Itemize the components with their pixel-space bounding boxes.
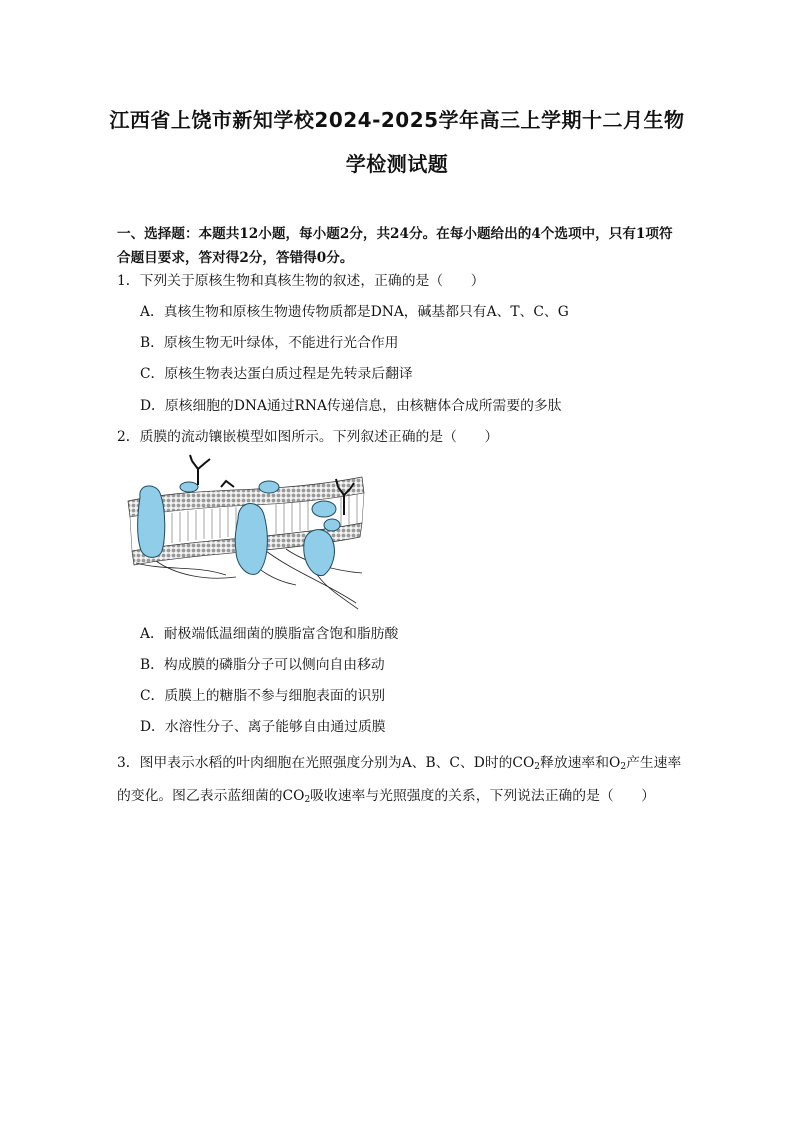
q3-text-3: 产生速率的变化。图乙表示蓝细菌的CO — [117, 755, 682, 804]
page-title-line-2: 学检测试题 — [345, 152, 449, 176]
q3-sub-3: 2 — [304, 795, 311, 805]
question-1-option-c: C．原核生物表达蛋白质过程是先转录后翻译 — [140, 366, 413, 382]
question-2-option-b: B．构成膜的磷脂分子可以侧向自由移动 — [140, 657, 385, 673]
q3-sub-2: 2 — [620, 762, 627, 772]
question-1-option-b: B．原核生物无叶绿体，不能进行光合作用 — [140, 335, 399, 351]
section-heading: 一、选择题：本题共12小题，每小题2分，共24分。在每小题给出的4个选项中，只有1项符合题目要求，答对得2分，答错得0分。 — [117, 226, 673, 266]
question-2-stem: 2．质膜的流动镶嵌模型如图所示。下列叙述正确的是（ ） — [117, 429, 499, 445]
page-title-line-1: 江西省上饶市新知学校2024-2025学年高三上学期十二月生物 — [109, 108, 685, 132]
question-2-option-d: D．水溶性分子、离子能够自由通过质膜 — [140, 719, 386, 735]
question-2-option-c: C．质膜上的糖脂不参与细胞表面的识别 — [140, 688, 386, 704]
question-2-option-a: A．耐极端低温细菌的膜脂富含饱和脂肪酸 — [140, 626, 399, 642]
question-1-stem: 1．下列关于原核生物和真核生物的叙述，正确的是（ ） — [117, 273, 485, 289]
membrane-figure — [126, 453, 366, 613]
q3-text-4: 吸收速率与光照强度的关系，下列说法正确的是（ ） — [310, 788, 656, 804]
q3-text-2: 释放速率和O — [540, 755, 621, 771]
question-3-stem — [117, 749, 687, 815]
question-1-option-a: A．真核生物和原核生物遗传物质都是DNA，碱基都只有A、T、C、G — [140, 304, 569, 320]
q3-sub-1: 2 — [534, 762, 541, 772]
question-1-option-d: D．原核细胞的DNA通过RNA传递信息，由核糖体合成所需要的多肽 — [140, 398, 562, 414]
q3-text-1: 3．图甲表示水稻的叶肉细胞在光照强度分别为A、B、C、D时的CO — [117, 755, 535, 771]
